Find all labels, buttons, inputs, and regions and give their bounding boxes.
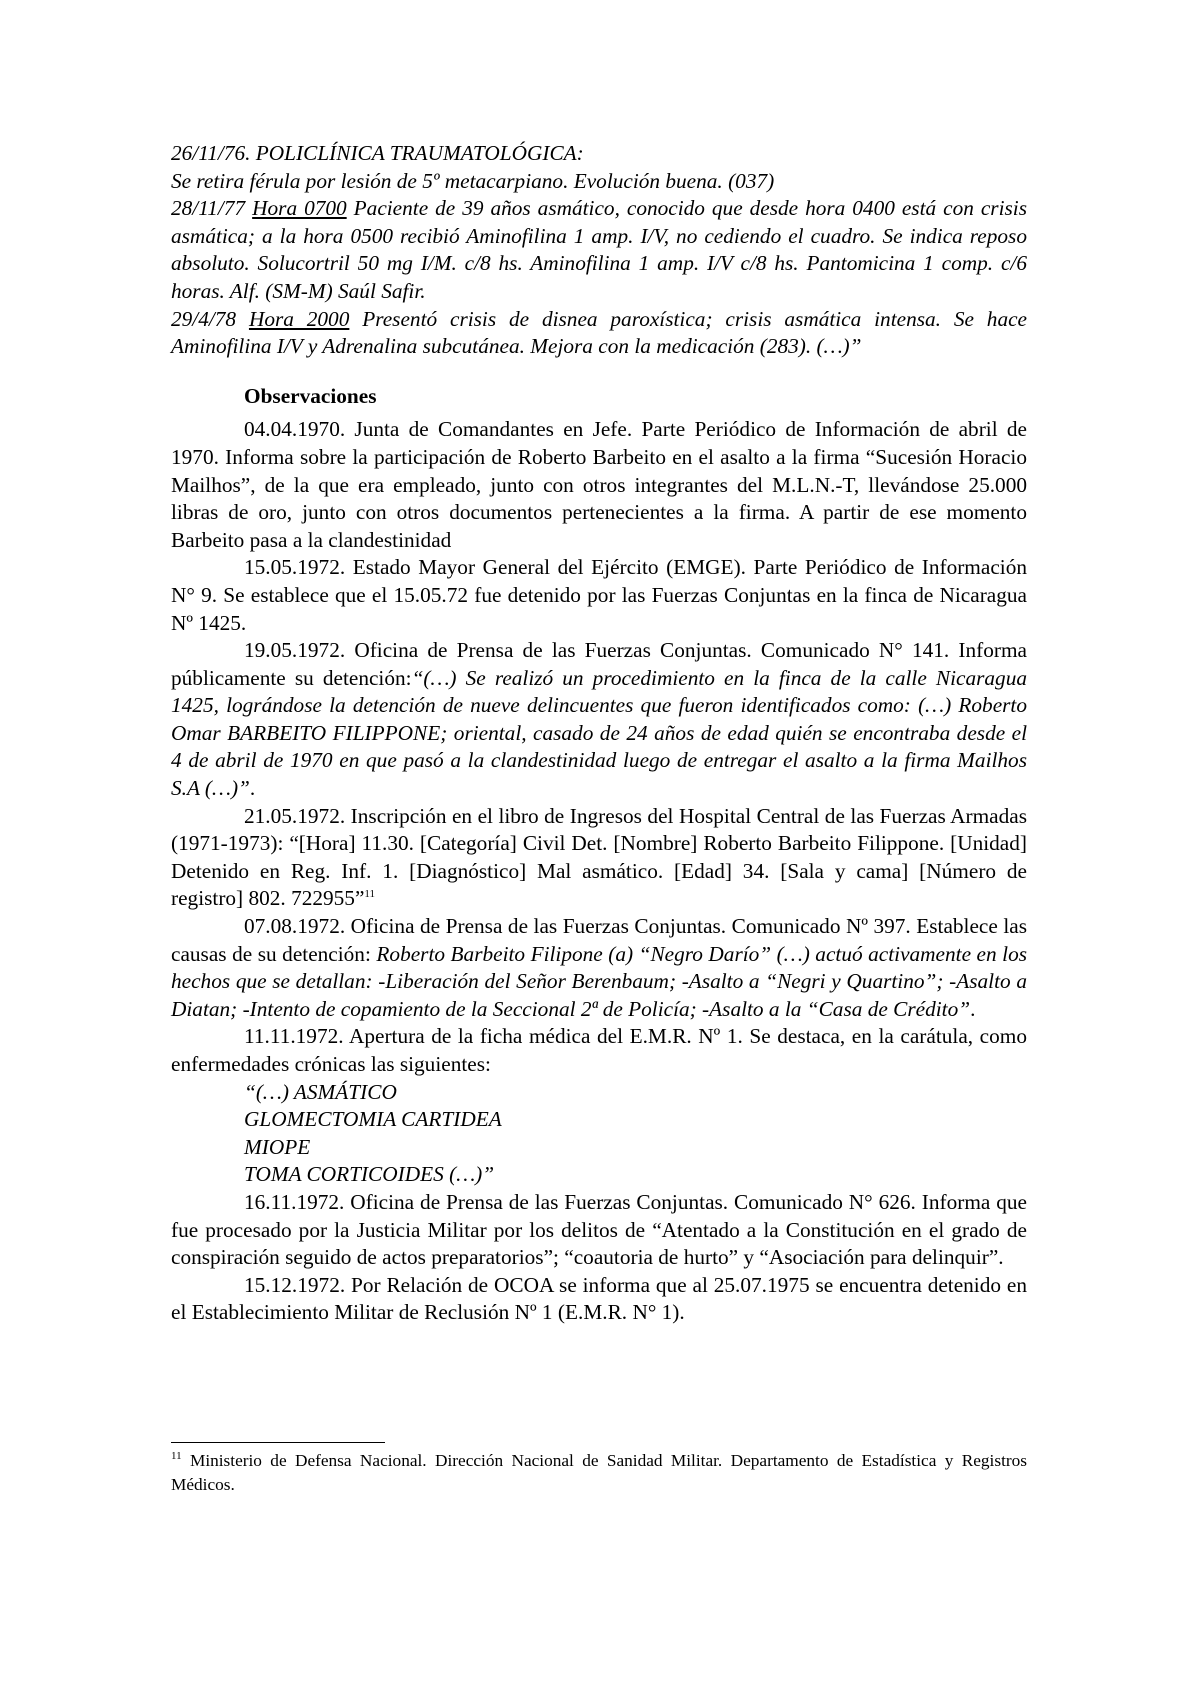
footnote-reference[interactable]: 11 bbox=[364, 888, 376, 901]
observation-paragraph: 04.04.1970. Junta de Comandantes en Jefe. Parte Periódico de Información de abril de 1970. Informa sobre la participación de Roberto Barbeito en el asalto a la firma “Sucesión Horacio Mailhos”, de la que era empleado, junto con otros integrantes del M.L.N.-T, llevándose 25.000 libras de oro, junto con otros documentos pertenecientes a la firma. A partir de ese momento Barbeito pasa a la clandestinidad bbox=[171, 417, 1027, 552]
observation-paragraph: 15.05.1972. Estado Mayor General del Ejército (EMGE). Parte Periódico de Información N° 9. Se establece que el 15.05.72 fue detenido por las Fuerzas Conjuntas en la finca de Nicaragua Nº 1425. bbox=[171, 555, 1027, 635]
entry-hour: Hora 2000 bbox=[248, 306, 350, 331]
entry-date: 29/4/78 bbox=[171, 306, 237, 331]
quoted-text: Roberto Barbeito Filipone (a) “Negro Darío” (…) actuó activamente en los hechos que se detallan: -Liberación del Señor Berenbaum; -Asalto a “Negri y Quartino”; -Asalto a Diatan; -Intento de copamiento de la Seccional 2ª de Policía; -Asalto a la “Casa de Crédito” bbox=[171, 941, 1028, 1021]
entry-date: 28/11/77 bbox=[171, 196, 246, 221]
entry-hour: Hora 0700 bbox=[252, 196, 347, 221]
medical-entries bbox=[171, 140, 1027, 361]
footnote-number: 11 bbox=[171, 1450, 182, 1463]
observation-paragraph bbox=[171, 803, 1027, 913]
entry-paragraph bbox=[171, 195, 1027, 305]
quote-line: MIOPE bbox=[244, 1134, 311, 1159]
observation-paragraph: 15.12.1972. Por Relación de OCOA se informa que al 25.07.1975 se encuentra detenido en el Establecimiento Militar de Reclusión Nº 1 (E.M.R. N° 1). bbox=[171, 1272, 1027, 1325]
entry-text: Se retira férula por lesión de 5º metacarpiano. Evolución buena. (037) bbox=[171, 168, 775, 193]
document-body bbox=[171, 140, 1027, 1327]
footnote-text: Ministerio de Defensa Nacional. Dirección Nacional de Sanidad Militar. Departamento de Estadística y Registros Médicos. bbox=[171, 1451, 1027, 1494]
observation-paragraph bbox=[171, 637, 1027, 803]
entry-title: 26/11/76. POLICLÍNICA TRAUMATOLÓGICA: bbox=[171, 141, 584, 165]
paragraph-end: . bbox=[249, 776, 256, 801]
paragraph-text: 19.05.1972. Oficina de Prensa de las Fuerzas Conjuntas. Comunicado N° 141. Informa públicamente su detención: bbox=[171, 638, 1027, 690]
quoted-text: “(…) Se realizó un procedimiento en la finca de la calle Nicaragua 1425, lográndose la detención de nueve delincuentes que fueron identificados como: (…) Roberto Omar BARBEITO FILIPPONE; oriental, casado de 24 años de edad quién se encontraba desde el 4 de abril de 1970 en que pasó a la clandestinidad luego de entregar el asalto a la firma Mailhos S.A (…)” bbox=[171, 665, 1027, 801]
footnote bbox=[171, 1449, 1027, 1496]
observation-paragraph: 11.11.1972. Apertura de la ficha médica del E.M.R. Nº 1. Se destaca, en la carátula, como enfermedades crónicas las siguientes: bbox=[171, 1024, 1027, 1076]
observation-paragraph bbox=[171, 913, 1027, 1023]
paragraph-text: 07.08.1972. Oficina de Prensa de las Fuerzas Conjuntas. Comunicado Nº 397. Establece las causas de su detención: bbox=[171, 914, 1027, 966]
observation-paragraph: 16.11.1972. Oficina de Prensa de las Fuerzas Conjuntas. Comunicado N° 626. Informa que fue procesado por la Justicia Militar por los delitos de “Atentado a la Constitución en el grado de conspiración seguido de actos preparatorios”; “coautoria de hurto” y “Asociación para delinquir”. bbox=[171, 1189, 1027, 1270]
quote-line: GLOMECTOMIA CARTIDEA bbox=[244, 1107, 502, 1132]
section-heading: Observaciones bbox=[244, 383, 377, 408]
paragraph-text: 21.05.1972. Inscripción en el libro de Ingresos del Hospital Central de las Fuerzas Armadas (1971-1973): “[Hora] 11.30. [Categoría] Civil Det. [Nombre] Roberto Barbeito Filippone. [Unidad] Detenido en Reg. Inf. 1. [Diagnóstico] Mal asmático. [Edad] 34. [Sala y cama] [Número de registro] 802. 722955” bbox=[171, 803, 1027, 911]
entry-paragraph bbox=[171, 306, 1027, 361]
paragraph-end: . bbox=[970, 996, 976, 1021]
footnote-divider bbox=[171, 1442, 385, 1443]
entry-text: Paciente de 39 años asmático, conocido que desde hora 0400 está con crisis asmática; a la hora 0500 recibió Aminofilina 1 amp. I/V, no cediendo el cuadro. Se indica reposo absoluto. Solucortril 50 mg I/M. c/8 hs. Aminofilina 1 amp. I/V c/8 hs. Pantomicina 1 comp. c/6 horas. Alf. (SM-M) Saúl Safir. bbox=[171, 196, 1027, 303]
quote-line: TOMA CORTICOIDES (…)” bbox=[244, 1162, 495, 1187]
quote-line: “(…) ASMÁTICO bbox=[244, 1079, 397, 1104]
entry-text: Presentó crisis de disnea paroxística; crisis asmática intensa. Se hace Aminofilina I/V y Adrenalina subcutánea. Mejora con la medicación (283). (…)” bbox=[171, 306, 1027, 359]
